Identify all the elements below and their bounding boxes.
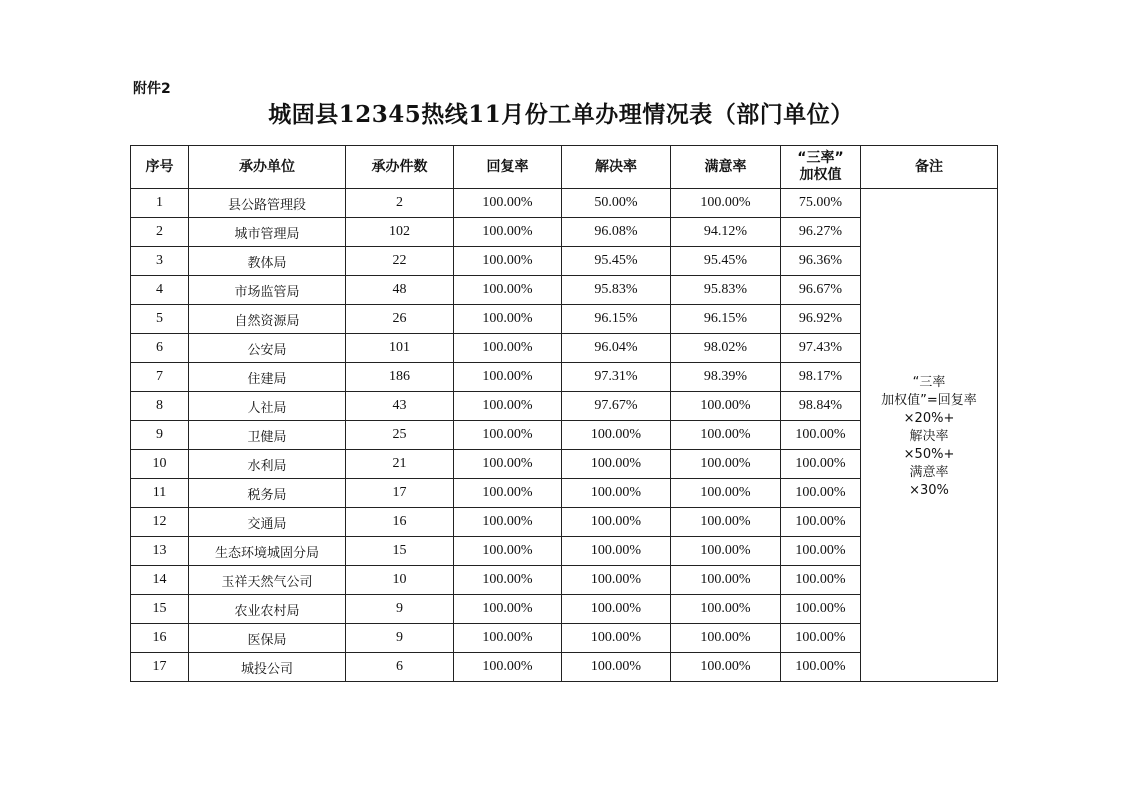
cell-seq: 8 xyxy=(131,392,189,421)
cell-satisfaction-rate: 95.83% xyxy=(671,276,781,305)
header-reply-rate: 回复率 xyxy=(454,146,562,189)
cell-unit: 县公路管理段 xyxy=(189,189,346,218)
cell-weighted-value: 75.00% xyxy=(781,189,861,218)
cell-count: 22 xyxy=(346,247,454,276)
cell-seq: 12 xyxy=(131,508,189,537)
cell-weighted-value: 100.00% xyxy=(781,624,861,653)
cell-weighted-value: 98.17% xyxy=(781,363,861,392)
cell-unit: 玉祥天然气公司 xyxy=(189,566,346,595)
cell-satisfaction-rate: 100.00% xyxy=(671,508,781,537)
remark-line: ×50%+ xyxy=(903,447,955,462)
cell-count: 2 xyxy=(346,189,454,218)
cell-weighted-value: 100.00% xyxy=(781,479,861,508)
cell-seq: 2 xyxy=(131,218,189,247)
table-header-row xyxy=(131,146,998,189)
header-count: 承办件数 xyxy=(346,146,454,189)
cell-satisfaction-rate: 96.15% xyxy=(671,305,781,334)
cell-count: 101 xyxy=(346,334,454,363)
work-order-table xyxy=(130,145,998,682)
cell-reply-rate: 100.00% xyxy=(454,392,562,421)
cell-satisfaction-rate: 100.00% xyxy=(671,624,781,653)
cell-unit: 人社局 xyxy=(189,392,346,421)
cell-weighted-value: 96.36% xyxy=(781,247,861,276)
cell-seq: 11 xyxy=(131,479,189,508)
cell-count: 43 xyxy=(346,392,454,421)
cell-unit: 生态环境城固分局 xyxy=(189,537,346,566)
cell-unit: 医保局 xyxy=(189,624,346,653)
cell-satisfaction-rate: 100.00% xyxy=(671,450,781,479)
cell-unit: 农业农村局 xyxy=(189,595,346,624)
cell-unit: 卫健局 xyxy=(189,421,346,450)
cell-resolve-rate: 95.83% xyxy=(562,276,671,305)
header-weighted-value xyxy=(781,146,861,189)
cell-weighted-value: 100.00% xyxy=(781,450,861,479)
cell-reply-rate: 100.00% xyxy=(454,450,562,479)
cell-seq: 9 xyxy=(131,421,189,450)
cell-weighted-value: 100.00% xyxy=(781,653,861,682)
cell-satisfaction-rate: 94.12% xyxy=(671,218,781,247)
cell-resolve-rate: 95.45% xyxy=(562,247,671,276)
cell-seq: 17 xyxy=(131,653,189,682)
cell-reply-rate: 100.00% xyxy=(454,479,562,508)
cell-seq: 14 xyxy=(131,566,189,595)
remark-cell xyxy=(861,189,998,682)
cell-resolve-rate: 96.04% xyxy=(562,334,671,363)
cell-count: 26 xyxy=(346,305,454,334)
cell-weighted-value: 100.00% xyxy=(781,595,861,624)
cell-resolve-rate: 100.00% xyxy=(562,566,671,595)
cell-seq: 4 xyxy=(131,276,189,305)
cell-reply-rate: 100.00% xyxy=(454,421,562,450)
cell-resolve-rate: 100.00% xyxy=(562,450,671,479)
cell-unit: 住建局 xyxy=(189,363,346,392)
cell-reply-rate: 100.00% xyxy=(454,276,562,305)
cell-resolve-rate: 100.00% xyxy=(562,624,671,653)
cell-satisfaction-rate: 100.00% xyxy=(671,537,781,566)
cell-satisfaction-rate: 98.39% xyxy=(671,363,781,392)
cell-seq: 1 xyxy=(131,189,189,218)
cell-count: 186 xyxy=(346,363,454,392)
cell-seq: 15 xyxy=(131,595,189,624)
cell-count: 48 xyxy=(346,276,454,305)
cell-weighted-value: 100.00% xyxy=(781,421,861,450)
cell-count: 102 xyxy=(346,218,454,247)
cell-weighted-value: 100.00% xyxy=(781,508,861,537)
cell-count: 15 xyxy=(346,537,454,566)
cell-weighted-value: 97.43% xyxy=(781,334,861,363)
remark-line: ×20%+ xyxy=(903,411,955,426)
cell-seq: 10 xyxy=(131,450,189,479)
cell-reply-rate: 100.00% xyxy=(454,653,562,682)
cell-reply-rate: 100.00% xyxy=(454,189,562,218)
cell-satisfaction-rate: 98.02% xyxy=(671,334,781,363)
cell-reply-rate: 100.00% xyxy=(454,566,562,595)
cell-seq: 16 xyxy=(131,624,189,653)
cell-seq: 7 xyxy=(131,363,189,392)
cell-weighted-value: 96.67% xyxy=(781,276,861,305)
cell-resolve-rate: 50.00% xyxy=(562,189,671,218)
header-weighted-line1: “三率” xyxy=(797,150,844,166)
cell-reply-rate: 100.00% xyxy=(454,508,562,537)
cell-reply-rate: 100.00% xyxy=(454,247,562,276)
remark-line: ×30% xyxy=(909,483,949,498)
cell-weighted-value: 96.27% xyxy=(781,218,861,247)
cell-seq: 6 xyxy=(131,334,189,363)
cell-reply-rate: 100.00% xyxy=(454,537,562,566)
cell-satisfaction-rate: 95.45% xyxy=(671,247,781,276)
cell-resolve-rate: 100.00% xyxy=(562,653,671,682)
cell-unit: 城市管理局 xyxy=(189,218,346,247)
cell-resolve-rate: 100.00% xyxy=(562,537,671,566)
remark-line: 加权值”=回复率 xyxy=(881,393,977,408)
cell-count: 17 xyxy=(346,479,454,508)
cell-reply-rate: 100.00% xyxy=(454,624,562,653)
attachment-label: 附件2 xyxy=(133,81,171,97)
cell-reply-rate: 100.00% xyxy=(454,334,562,363)
cell-satisfaction-rate: 100.00% xyxy=(671,479,781,508)
cell-weighted-value: 96.92% xyxy=(781,305,861,334)
cell-count: 21 xyxy=(346,450,454,479)
cell-unit: 城投公司 xyxy=(189,653,346,682)
cell-satisfaction-rate: 100.00% xyxy=(671,653,781,682)
cell-unit: 公安局 xyxy=(189,334,346,363)
cell-satisfaction-rate: 100.00% xyxy=(671,421,781,450)
header-weighted-line2: 加权值 xyxy=(799,167,842,183)
cell-satisfaction-rate: 100.00% xyxy=(671,566,781,595)
cell-unit: 自然资源局 xyxy=(189,305,346,334)
cell-resolve-rate: 100.00% xyxy=(562,595,671,624)
cell-weighted-value: 98.84% xyxy=(781,392,861,421)
header-seq: 序号 xyxy=(131,146,189,189)
header-remark: 备注 xyxy=(861,146,998,189)
cell-seq: 13 xyxy=(131,537,189,566)
cell-satisfaction-rate: 100.00% xyxy=(671,189,781,218)
cell-unit: 税务局 xyxy=(189,479,346,508)
cell-weighted-value: 100.00% xyxy=(781,537,861,566)
header-resolve-rate: 解决率 xyxy=(562,146,671,189)
cell-satisfaction-rate: 100.00% xyxy=(671,392,781,421)
cell-resolve-rate: 97.31% xyxy=(562,363,671,392)
header-unit: 承办单位 xyxy=(189,146,346,189)
cell-seq: 5 xyxy=(131,305,189,334)
cell-count: 25 xyxy=(346,421,454,450)
remark-line: 满意率 xyxy=(909,465,949,480)
cell-reply-rate: 100.00% xyxy=(454,305,562,334)
document-title: 城固县12345热线11月份工单办理情况表（部门单位） xyxy=(268,101,854,128)
remark-line: “三率 xyxy=(912,375,946,390)
cell-resolve-rate: 100.00% xyxy=(562,421,671,450)
cell-unit: 水利局 xyxy=(189,450,346,479)
cell-unit: 交通局 xyxy=(189,508,346,537)
cell-count: 9 xyxy=(346,595,454,624)
cell-resolve-rate: 96.08% xyxy=(562,218,671,247)
cell-unit: 市场监管局 xyxy=(189,276,346,305)
cell-weighted-value: 100.00% xyxy=(781,566,861,595)
cell-count: 10 xyxy=(346,566,454,595)
cell-resolve-rate: 96.15% xyxy=(562,305,671,334)
cell-unit: 教体局 xyxy=(189,247,346,276)
cell-resolve-rate: 100.00% xyxy=(562,479,671,508)
cell-count: 6 xyxy=(346,653,454,682)
cell-seq: 3 xyxy=(131,247,189,276)
table-body xyxy=(131,189,998,682)
cell-count: 16 xyxy=(346,508,454,537)
cell-resolve-rate: 97.67% xyxy=(562,392,671,421)
cell-count: 9 xyxy=(346,624,454,653)
header-satisfaction-rate: 满意率 xyxy=(671,146,781,189)
cell-reply-rate: 100.00% xyxy=(454,595,562,624)
remark-line: 解决率 xyxy=(909,429,949,444)
cell-reply-rate: 100.00% xyxy=(454,218,562,247)
cell-reply-rate: 100.00% xyxy=(454,363,562,392)
table-row xyxy=(131,189,998,218)
cell-resolve-rate: 100.00% xyxy=(562,508,671,537)
cell-satisfaction-rate: 100.00% xyxy=(671,595,781,624)
